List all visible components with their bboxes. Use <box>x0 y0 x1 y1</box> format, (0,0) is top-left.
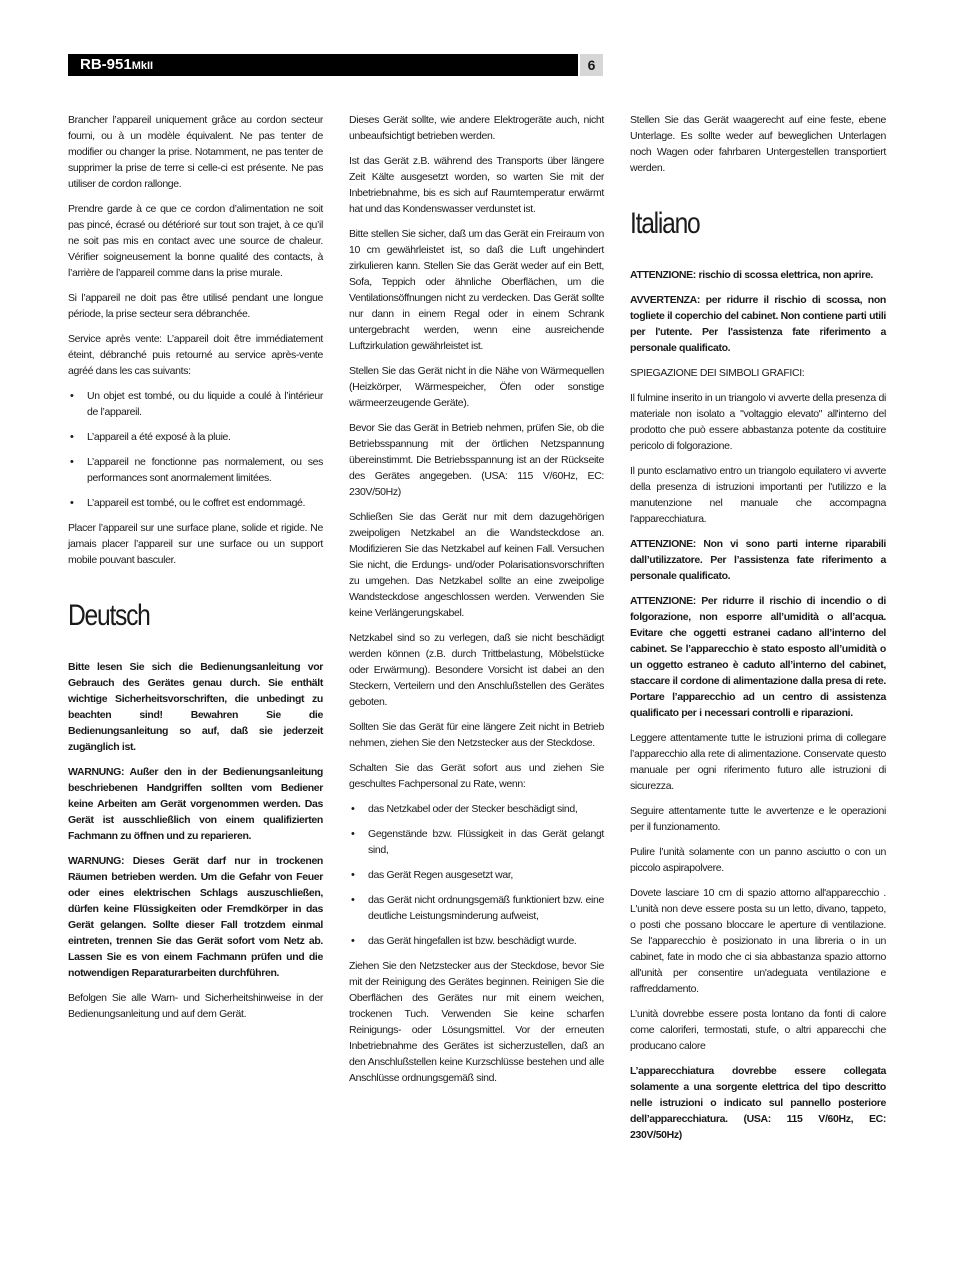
paragraph: Si l’appareil ne doit pas être utilisé pendant une longue période, la prise secteur sera débranchée. <box>68 292 323 320</box>
paragraph: Netzkabel sind so zu verlegen, daß sie nicht beschädigt werden können (z.B. durch Trittbelastung, Möbelstücke oder Erwärmung). Besondere Vorsicht ist dabei an den Steckern, Verteilern und den Anschlußstellen des Gerätes geboten. <box>349 632 604 708</box>
paragraph: SPIEGAZIONE DEI SIMBOLI GRAFICI: <box>630 367 805 379</box>
paragraph: Il fulmine inserito in un triangolo vi avverte della presenza di materiale non isolato a "voltaggio elevato" all'interno del prodotto che può essere abbastanza potente da costituire pericolo di folgorazione. <box>630 392 886 452</box>
warning-paragraph: WARNUNG: Außer den in der Bedienungsanleitung beschriebenen Handgriffen sollten vom Bediener keine Arbeiten am Gerät vorgenommen werden. Das Gerät ist ausschließlich von einem qualifizierten Fachmann zu öffnen und zu reparieren. <box>68 766 323 842</box>
paragraph: Brancher l’appareil uniquement grâce au cordon secteur fourni, ou à un modèle équivalent. Ne pas tenter de modifier ou changer la prise. Notamment, ne pas tenter de supprimer la prise de terre si celle-ci est présente. Ne pas utiliser de cordon rallonge. <box>68 114 323 190</box>
paragraph: Prendre garde à ce que ce cordon d’alimentation ne soit pas pincé, écrasé ou détérioré sur tout son trajet, à ce qu’il ne soit pas mis en contact avec une source de chaleur. Vérifier soigneusement la bonne qualité des contacts, à l’arrière de l’appareil comme dans la prise murale. <box>68 203 323 279</box>
column-french-german <box>68 112 323 1031</box>
column-german-italian <box>630 112 886 1152</box>
paragraph: Dovete lasciare 10 cm di spazio attorno all'apparecchio . L'unità non deve essere posta su un letto, divano, tappeto, o posti che possano bloccare le aperture di ventilazione. Se l'apparecchio è posizionato in una libreria o in un cabinet, fate in modo che ci sia abbastanza spazio attorno all'unità per consentire un'adeguata ventilazione e raffreddamento. <box>630 887 886 995</box>
list-item: • L’appareil est tombé, ou le coffret est endommagé. <box>68 495 323 511</box>
warning-paragraph: WARNUNG: Dieses Gerät darf nur in trockenen Räumen betrieben werden. Um die Gefahr von Feuer oder eines elektrischen Schlags auszuschließen, dürfen keine Flüssigkeiten oder Fremdkörper in das Gerät gelangen. Sollte dieser Fall trotzdem einmal eintreten, trennen Sie das Gerät sofort vom Netz ab. Lassen Sie es von einem Fachmann prüfen und die notwendigen Reparaturarbeiten durchführen. <box>68 855 323 979</box>
paragraph: Ziehen Sie den Netzstecker aus der Steckdose, bevor Sie mit der Reinigung des Gerätes beginnen. Reinigen Sie die Oberflächen des Gerätes nur mit einem weichen, trockenen Tuch. Verwenden Sie keine scharfen Reinigungs- oder Lösungsmittel. Vor der erneuten Inbetriebnahme des Gerätes ist sicherzustellen, daß an den Anschlußstellen keine Kurzschlüsse bestehen und alle Anschlüsse ordnungsgemäß sind. <box>349 960 604 1084</box>
list-item: • Un objet est tombé, ou du liquide a coulé à l’intérieur de l’appareil. <box>68 388 323 420</box>
warning-paragraph: ATTENZIONE: Per ridurre il rischio di incendio o di folgorazione, non esporre all’umidità o all’acqua. Evitare che oggetti estranei cadano all’interno del cabinet. Se l’apparecchio è stato esposto all’umidità o un oggetto estraneo è caduto all’interno del cabinet, staccare il cordone di alimentazione dalla presa di rete. Portare l’apparecchio ad un centro di assistenza qualificato per i necessari controlli e riparazioni. <box>630 595 886 719</box>
paragraph: Schließen Sie das Gerät nur mit dem dazugehörigen zweipoligen Netzkabel an die Wandsteckdose an. Modifizieren Sie das Netzkabel auf keinen Fall. Versuchen Sie nicht, die Erdungs- und/oder Polarisationsvorschriften zu umgehen. Das Netzkabel sollte an eine zweipolige Wandsteckdose angeschlossen werden. Verwenden Sie keine Verlängerungskabel. <box>349 511 604 619</box>
warning-paragraph: AVVERTENZA: per ridurre il rischio di scossa, non togliete il coperchio del cabinet. Non contiene parti utili per l'utente. Per l'assistenza fate riferimento a personale qualificato. <box>630 294 886 354</box>
page-number: 6 <box>580 54 603 76</box>
paragraph: Bevor Sie das Gerät in Betrieb nehmen, prüfen Sie, ob die Betriebsspannung mit der örtlichen Netzspannung übereinstimmt. Die Betriebsspannung ist an der Rückseite des Gerätes angegeben. (USA: 115 V/60Hz, EC: 230V/50Hz) <box>349 422 604 498</box>
column-german <box>349 112 604 1095</box>
bullet-list <box>68 388 323 511</box>
paragraph: Schalten Sie das Gerät sofort aus und ziehen Sie geschultes Fachpersonal zu Rate, wenn: <box>349 762 604 790</box>
list-item: • L’appareil a été exposé à la pluie. <box>68 429 323 445</box>
list-item: • das Netzkabel oder der Stecker beschädigt sind, <box>349 801 604 817</box>
paragraph: Pulire l’unità solamente con un panno asciutto o con un piccolo aspirapolvere. <box>630 846 886 874</box>
paragraph: Service après vente: L’appareil doit être immédiatement éteint, débranché puis retourné au service après-vente agréé dans les cas suivants: <box>68 333 323 377</box>
paragraph: L’unità dovrebbe essere posta lontano da fonti di calore come caloriferi, termostati, stufe, o altri apparecchi che producano calore <box>630 1008 886 1052</box>
bullet-list <box>349 801 604 949</box>
model-number: RB-951 <box>80 56 132 73</box>
paragraph: Dieses Gerät sollte, wie andere Elektrogeräte auch, nicht unbeaufsichtigt betrieben werden. <box>349 114 604 142</box>
paragraph: Placer l’appareil sur une surface plane, solide et rigide. Ne jamais placer l’appareil sur une surface ou un support mobile pouvant basculer. <box>68 522 323 566</box>
list-item: • L’appareil ne fonctionne pas normalement, ou ses performances sont anormalement limitées. <box>68 454 323 486</box>
list-item: • das Gerät Regen ausgesetzt war, <box>349 867 604 883</box>
section-heading-deutsch: Deutsch <box>68 599 150 632</box>
warning-paragraph: ATTENZIONE: Non vi sono parti interne riparabili dall’utilizzatore. Per l’assistenza fate riferimento a personale qualificato. <box>630 538 886 582</box>
section-heading-italiano: Italiano <box>630 207 700 240</box>
paragraph: Ist das Gerät z.B. während des Transports über längere Zeit Kälte ausgesetzt worden, so warten Sie mit der Inbetriebnahme, bis es sich auf Raumtemperatur erwärmt hat und das Kondenswasser verdunstet ist. <box>349 155 604 215</box>
paragraph: L’apparecchiatura dovrebbe essere collegata solamente a una sorgente elettrica del tipo descritto nelle istruzioni o indicato sul pannello posteriore dell’apparecchiatura. (USA: 115 V/60Hz, EC: 230V/50Hz) <box>630 1065 886 1141</box>
paragraph: Seguire attentamente tutte le avvertenze e le operazioni per il funzionamento. <box>630 805 886 833</box>
paragraph: Il punto esclamativo entro un triangolo equilatero vi avverte della presenza di istruzioni importanti per l'utilizzo e la manutenzione nel manuale che accompagna l'apparecchiatura. <box>630 465 886 525</box>
paragraph: Sollten Sie das Gerät für eine längere Zeit nicht in Betrieb nehmen, ziehen Sie den Netzstecker aus der Steckdose. <box>349 721 604 749</box>
paragraph: Bitte lesen Sie sich die Bedienungsanleitung vor Gebrauch des Gerätes genau durch. Sie enthält wichtige Sicherheitsvorschriften, die unbedingt zu beachten sind! Bewahren Sie die Bedienungsanleitung so auf, daß sie jederzeit zugänglich ist. <box>68 661 323 753</box>
list-item: • das Gerät hingefallen ist bzw. beschädigt wurde. <box>349 933 604 949</box>
paragraph: Befolgen Sie alle Warn- und Sicherheitshinweise in der Bedienungsanleitung und auf dem Gerät. <box>68 992 323 1020</box>
paragraph: Stellen Sie das Gerät nicht in die Nähe von Wärmequellen (Heizkörper, Wärmespeicher, Öfen oder sonstige wärmeerzeugende Geräte). <box>349 365 604 409</box>
paragraph: Leggere attentamente tutte le istruzioni prima di collegare l’apparecchio alla rete di alimentazione. Conservate questo manuale per ogni riferimento futuro alle istruzioni di sicurezza. <box>630 732 886 792</box>
warning-paragraph: ATTENZIONE: rischio di scossa elettrica, non aprire. <box>630 269 874 281</box>
model-name <box>80 55 153 76</box>
paragraph: Bitte stellen Sie sicher, daß um das Gerät ein Freiraum von 10 cm gewährleistet ist, so daß die Luft ungehindert zirkulieren kann. Stellen Sie das Gerät weder auf ein Bett, Sofa, Teppich oder ähnliche Oberflächen, um die Ventilationsöffnungen nicht zu verdecken. Das Gerät sollte nur dann in einem Regal oder in einem Schrank untergebracht werden, wenn eine ausreichende Luftzirkulation gewährleistet ist. <box>349 228 604 352</box>
list-item: • das Gerät nicht ordnungsgemäß funktioniert bzw. eine deutliche Leistungsminderung aufweist, <box>349 892 604 924</box>
list-item: • Gegenstände bzw. Flüssigkeit in das Gerät gelangt sind, <box>349 826 604 858</box>
paragraph: Stellen Sie das Gerät waagerecht auf eine feste, ebene Unterlage. Es sollte weder auf beweglichen Unterlagen noch Wagen oder fahrbaren Untergestellen transportiert werden. <box>630 114 886 174</box>
model-suffix: MkII <box>131 60 154 72</box>
